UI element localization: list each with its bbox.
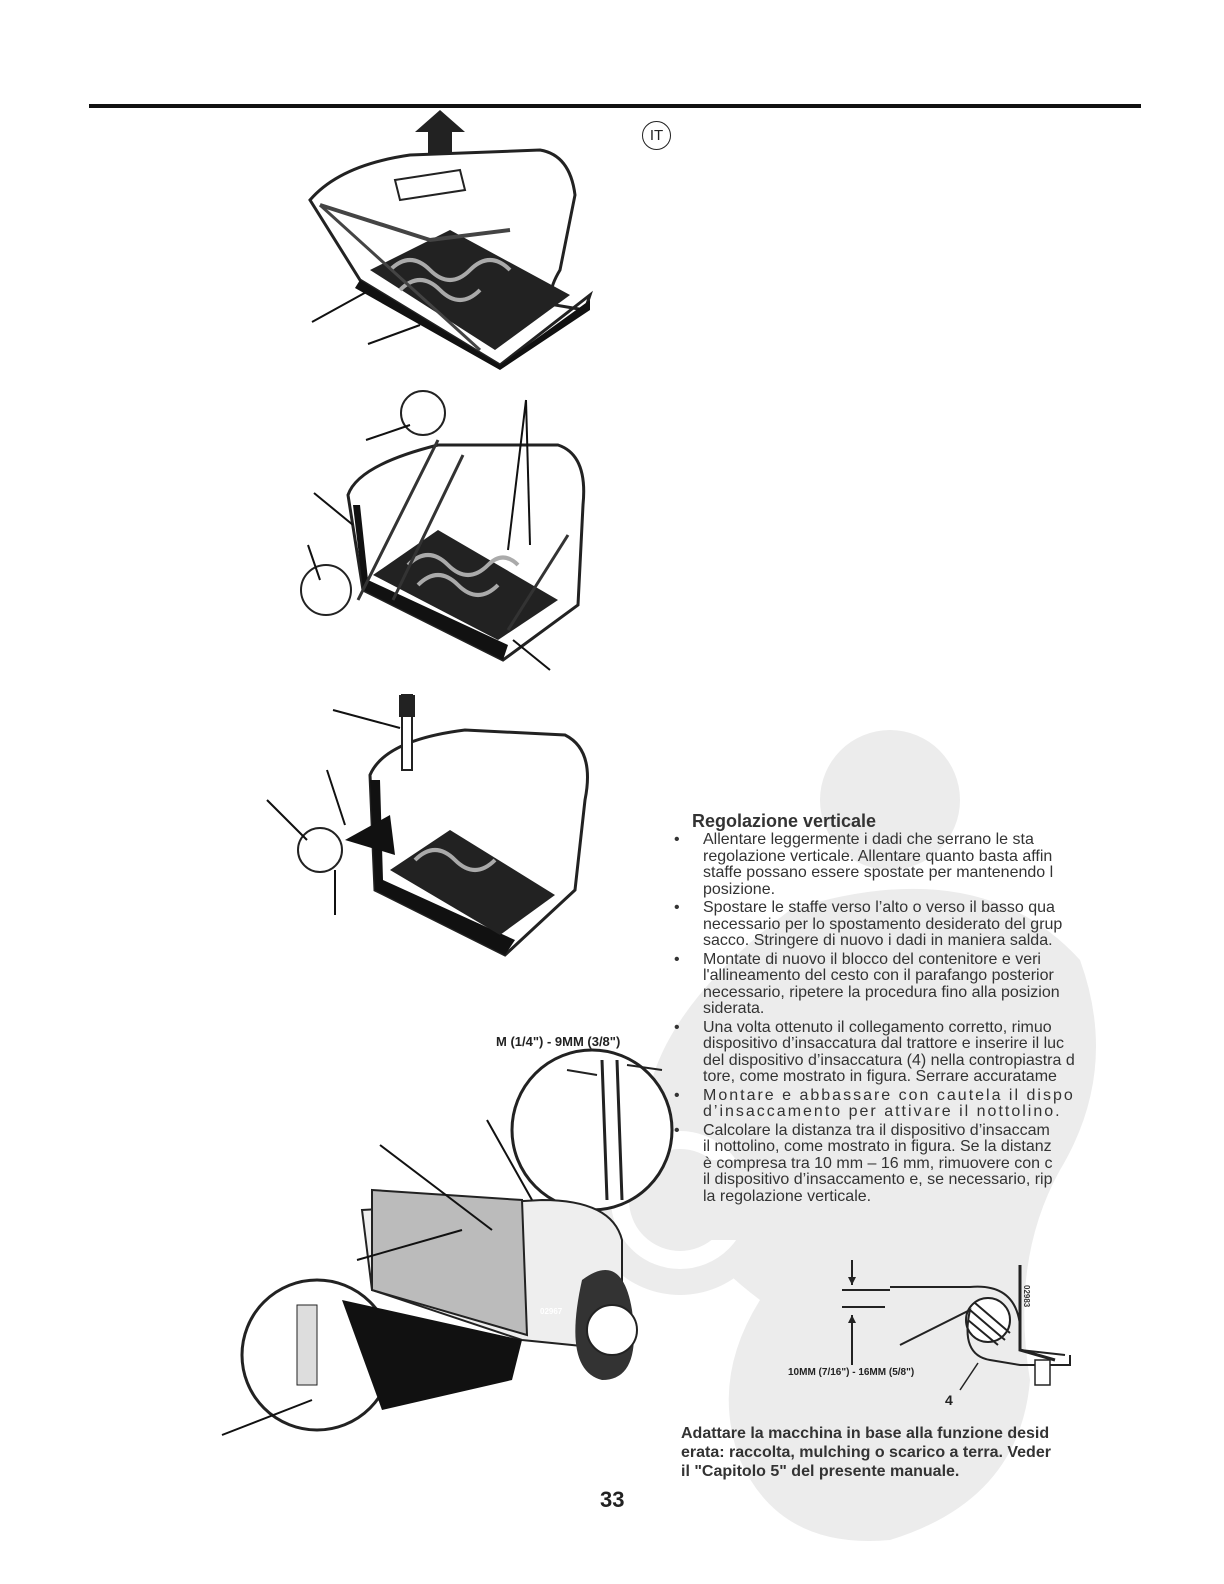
note-text: Adattare la macchina in base alla funzione desid erata: raccolta, mulching o scarico a terra. Veder il "Capitolo 5" del presente manuale. bbox=[681, 1425, 1051, 1480]
list-item: • Allentare leggermente i dadi che serrano le sta regolazione verticale. Allentare quanto basta affin staffe possano essere spostate per mantenendo l posizione. bbox=[672, 832, 1102, 898]
part-number: 4 bbox=[945, 1392, 953, 1408]
figure-bag-lift bbox=[300, 110, 600, 370]
figure-bolt-assembly bbox=[265, 690, 605, 960]
list-item: • Spostare le staffe verso l’alto o verso il basso qua necessario per lo spostamento desiderato del grup sacco. Stringere di nuovo i dadi in maniera salda. bbox=[672, 900, 1102, 950]
gap-dimension-label: M (1/4") - 9MM (3/8") bbox=[496, 1034, 621, 1049]
page-number: 33 bbox=[600, 1487, 625, 1512]
figure-frame-insert bbox=[298, 385, 598, 675]
tractor-code: 02967 bbox=[540, 1307, 563, 1316]
header-rule bbox=[89, 104, 1141, 108]
distance-label: 10MM (7/16") - 16MM (5/8") bbox=[788, 1367, 915, 1378]
steps-list bbox=[672, 832, 1102, 1207]
list-item: • Montare e abbassare con cautela il dispo d’insaccamento per attivare il nottolino. bbox=[672, 1088, 1102, 1121]
detail-code: 02983 bbox=[1022, 1285, 1031, 1308]
language-badge: IT bbox=[642, 121, 671, 150]
list-item: • Calcolare la distanza tra il dispositivo d’insaccam il nottolino, come mostrato in figura. Se la distanz è compresa tra 10 mm – 16 mm, rimuovere con c il dispositivo d’insaccamento e, se necessario, rip la regolazione verticale. bbox=[672, 1123, 1102, 1206]
list-item: • Una volta ottenuto il collegamento corretto, rimuo dispositivo d’insaccatura dal trattore e inserire il luc del dispositivo d’insaccatura (4) nella contropiastra d tore, come mostrato in figura. Serrare accuratame bbox=[672, 1020, 1102, 1086]
figure-tractor-mount bbox=[222, 1050, 662, 1440]
list-item: • Montate di nuovo il blocco del contenitore e veri l'allineamento del cesto con il parafango posterior necessario, ripetere la procedura fino alla posizion siderata. bbox=[672, 952, 1102, 1018]
section-title: Regolazione verticale bbox=[692, 811, 877, 831]
